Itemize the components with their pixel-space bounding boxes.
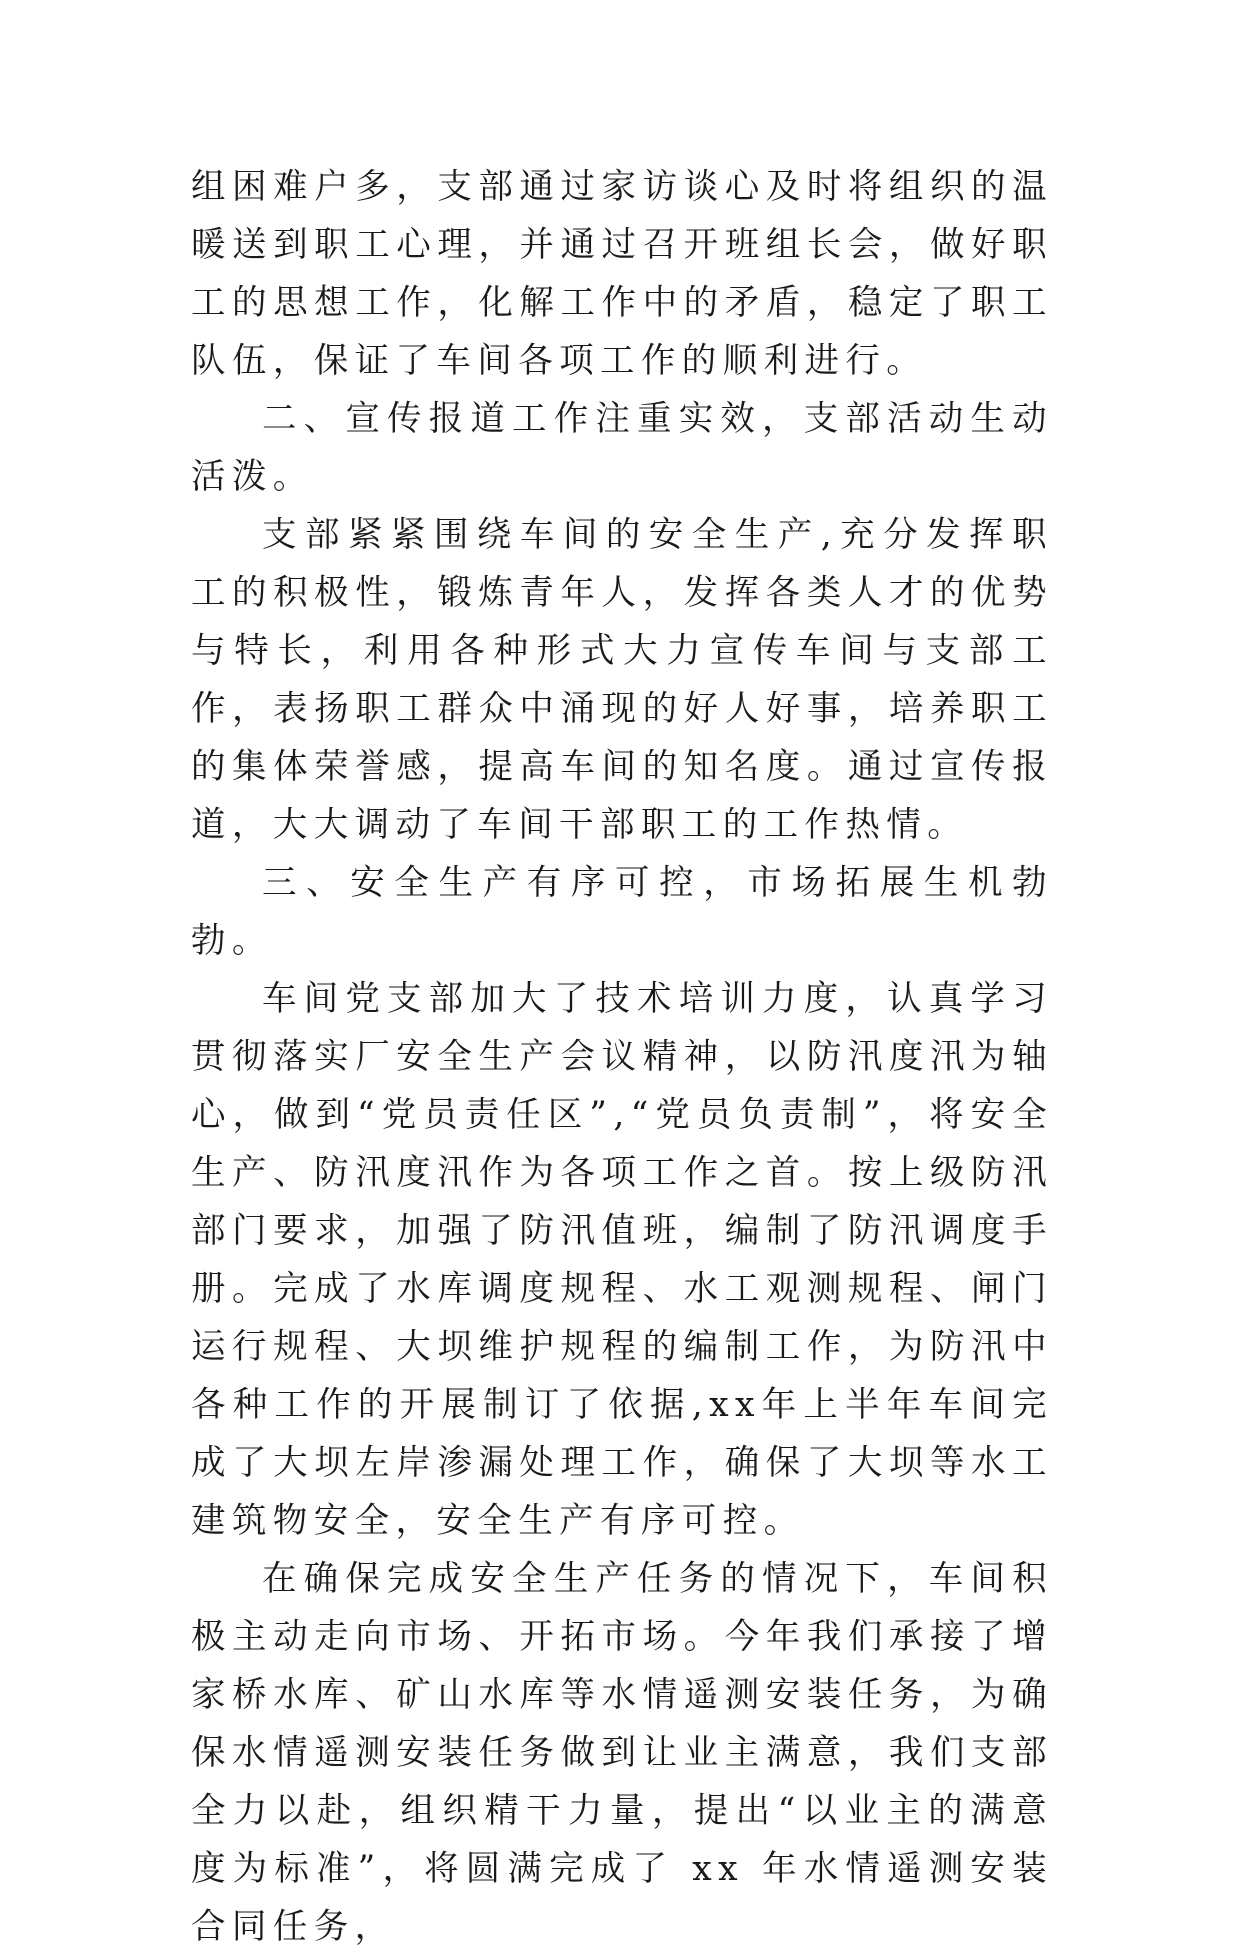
- paragraph-4: 在确保完成安全生产任务的情况下，车间积极主动走向市场、开拓市场。今年我们承接了增家桥水库、矿山水库等水情遥测安装任务，为确保水情遥测安装任务做到让业主满意，我们支部全力以赴，组织精干力量，提出“以业主的满意度为标准”，将圆满完成了 xx 年水情遥测安装合同任务，: [191, 1559, 1053, 1947]
- section-heading-3: 三、安全生产有序可控，市场拓展生机勃勃。: [191, 863, 1053, 961]
- document-body: [191, 158, 1053, 1956]
- paragraph-3: 车间党支部加大了技术培训力度，认真学习贯彻落实厂安全生产会议精神，以防汛度汛为轴心，做到“党员责任区”,“党员负责制”，将安全生产、防汛度汛作为各项工作之首。按上级防汛部门要求，加强了防汛值班，编制了防汛调度手册。完成了水库调度规程、水工观测规程、闸门运行规程、大坝维护规程的编制工作，为防汛中各种工作的开展制订了依据,xx年上半年车间完成了大坝左岸渗漏处理工作，确保了大坝等水工建筑物安全，安全生产有序可控。: [191, 979, 1053, 1541]
- section-heading-2: 二、宣传报道工作注重实效，支部活动生动活泼。: [191, 399, 1053, 497]
- paragraph-2: 支部紧紧围绕车间的安全生产,充分发挥职工的积极性，锻炼青年人，发挥各类人才的优势与特长，利用各种形式大力宣传车间与支部工作，表扬职工群众中涌现的好人好事，培养职工的集体荣誉感，提高车间的知名度。通过宣传报道，大大调动了车间干部职工的工作热情。: [191, 515, 1053, 845]
- paragraph-1: 组困难户多，支部通过家访谈心及时将组织的温暖送到职工心理，并通过召开班组长会，做好职工的思想工作，化解工作中的矛盾，稳定了职工队伍，保证了车间各项工作的顺利进行。: [191, 167, 1053, 381]
